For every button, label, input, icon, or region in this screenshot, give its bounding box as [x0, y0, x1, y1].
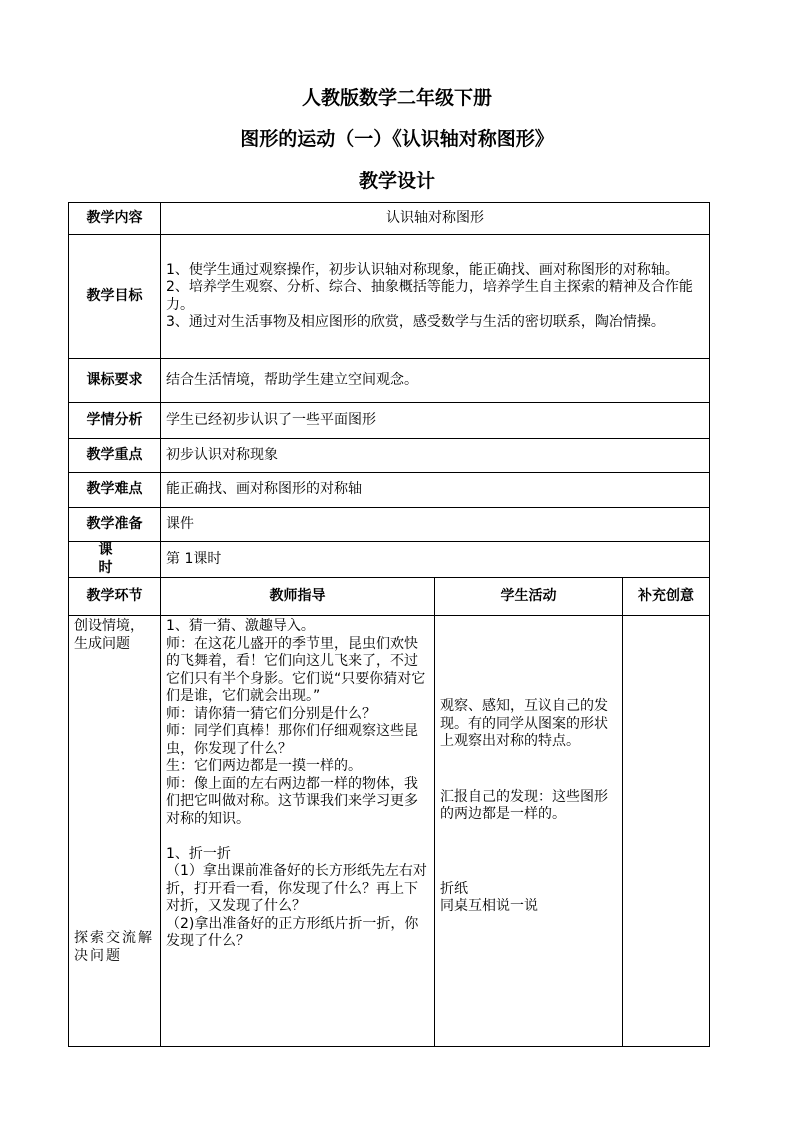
value-key-point: 初步认识对称现象 [161, 439, 710, 473]
student-line: 同桌互相说一说 [440, 898, 538, 914]
stage-column [69, 616, 161, 1047]
row-key-point [69, 439, 710, 473]
label-content: 教学内容 [69, 203, 161, 235]
row-goals [69, 235, 710, 359]
value-standard: 结合生活情境，帮助学生建立空间观念。 [161, 359, 710, 403]
extra-column [623, 616, 710, 1047]
process-header-row [69, 578, 710, 616]
value-content: 认识轴对称图形 [161, 203, 710, 235]
row-content [69, 203, 710, 235]
value-period: 第 1课时 [161, 542, 710, 578]
student-column [435, 616, 623, 1047]
title-line-1: 人教版数学二年级下册 [301, 87, 492, 109]
value-difficulty: 能正确找、画对称图形的对称轴 [161, 473, 710, 508]
teacher-line: （1）拿出课前准备好的长方形纸先左右对折，打开看一看，你发现了什么？再上下对折，又发现了什么？ [166, 863, 427, 914]
label-prep: 教学准备 [69, 508, 161, 542]
header-teacher: 教师指导 [161, 578, 435, 616]
lesson-plan-table [68, 202, 710, 1047]
student-line: 汇报自己的发现：这些图形的两边都是一样的。 [440, 788, 608, 822]
label-key-point: 教学重点 [69, 439, 161, 473]
process-body-row [69, 616, 710, 1047]
row-period [69, 542, 710, 578]
header-extra: 补充创意 [623, 578, 710, 616]
row-difficulty [69, 473, 710, 508]
label-standard: 课标要求 [69, 359, 161, 403]
row-standard [69, 359, 710, 403]
teacher-line: 1、猜一猜、激趣导入。 [166, 618, 315, 634]
value-analysis: 学生已经初步认识了一些平面图形 [161, 403, 710, 439]
stage-1: 创设情境，生成问题 [74, 618, 144, 652]
teacher-line: 师：在这花儿盛开的季节里，昆虫们欢快的飞舞着，看！它们向这儿飞来了，不过它们只有半个身影。它们说“只要你猜对它们是谁，它们就会出现。” [166, 635, 426, 704]
teacher-line: （2)拿出准备好的正方形纸片折一折，你发现了什么？ [166, 915, 419, 949]
student-line: 观察、感知，互议自己的发现。有的同学从图案的形状上观察出对称的特点。 [440, 698, 608, 749]
label-period: 课 时 [69, 542, 161, 578]
title-line-2: 图形的运动（一）《认识轴对称图形》 [240, 128, 554, 150]
label-analysis: 学情分析 [69, 403, 161, 439]
teacher-column [161, 616, 435, 1047]
teacher-line: 生：它们两边都是一摸一样的。 [166, 758, 362, 774]
teacher-line: 师：同学们真棒！那你们仔细观察这些昆虫，你发现了什么？ [166, 723, 418, 757]
label-goals: 教学目标 [69, 235, 161, 359]
row-analysis [69, 403, 710, 439]
student-line: 折纸 [440, 880, 468, 897]
title-line-3: 教学设计 [358, 170, 435, 192]
stage-2: 探索交流解决问题 [74, 930, 154, 964]
value-goals [161, 235, 710, 359]
label-difficulty: 教学难点 [69, 473, 161, 508]
row-prep [69, 508, 710, 542]
header-student: 学生活动 [435, 578, 623, 616]
value-prep: 课件 [161, 508, 710, 542]
goal-item: 1、使学生通过观察操作，初步认识轴对称现象，能正确找、画对称图形的对称轴。 [166, 261, 679, 278]
header-stage: 教学环节 [69, 578, 161, 616]
teacher-line: 师：像上面的左右两边都一样的物体，我们把它叫做对称。这节课我们来学习更多对称的知识。 [166, 775, 418, 827]
goal-item: 2、培养学生观察、分析、综合、抽象概括等能力，培养学生自主探索的精神及合作能力。 [166, 279, 693, 313]
goal-item: 3、通过对生活事物及相应图形的欣赏，感受数学与生活的密切联系，陶冶情操。 [166, 314, 665, 330]
document-titles [0, 84, 794, 208]
teacher-line: 1、折一折 [166, 845, 231, 862]
teacher-line: 师：请你猜一猜它们分别是什么？ [166, 705, 376, 722]
